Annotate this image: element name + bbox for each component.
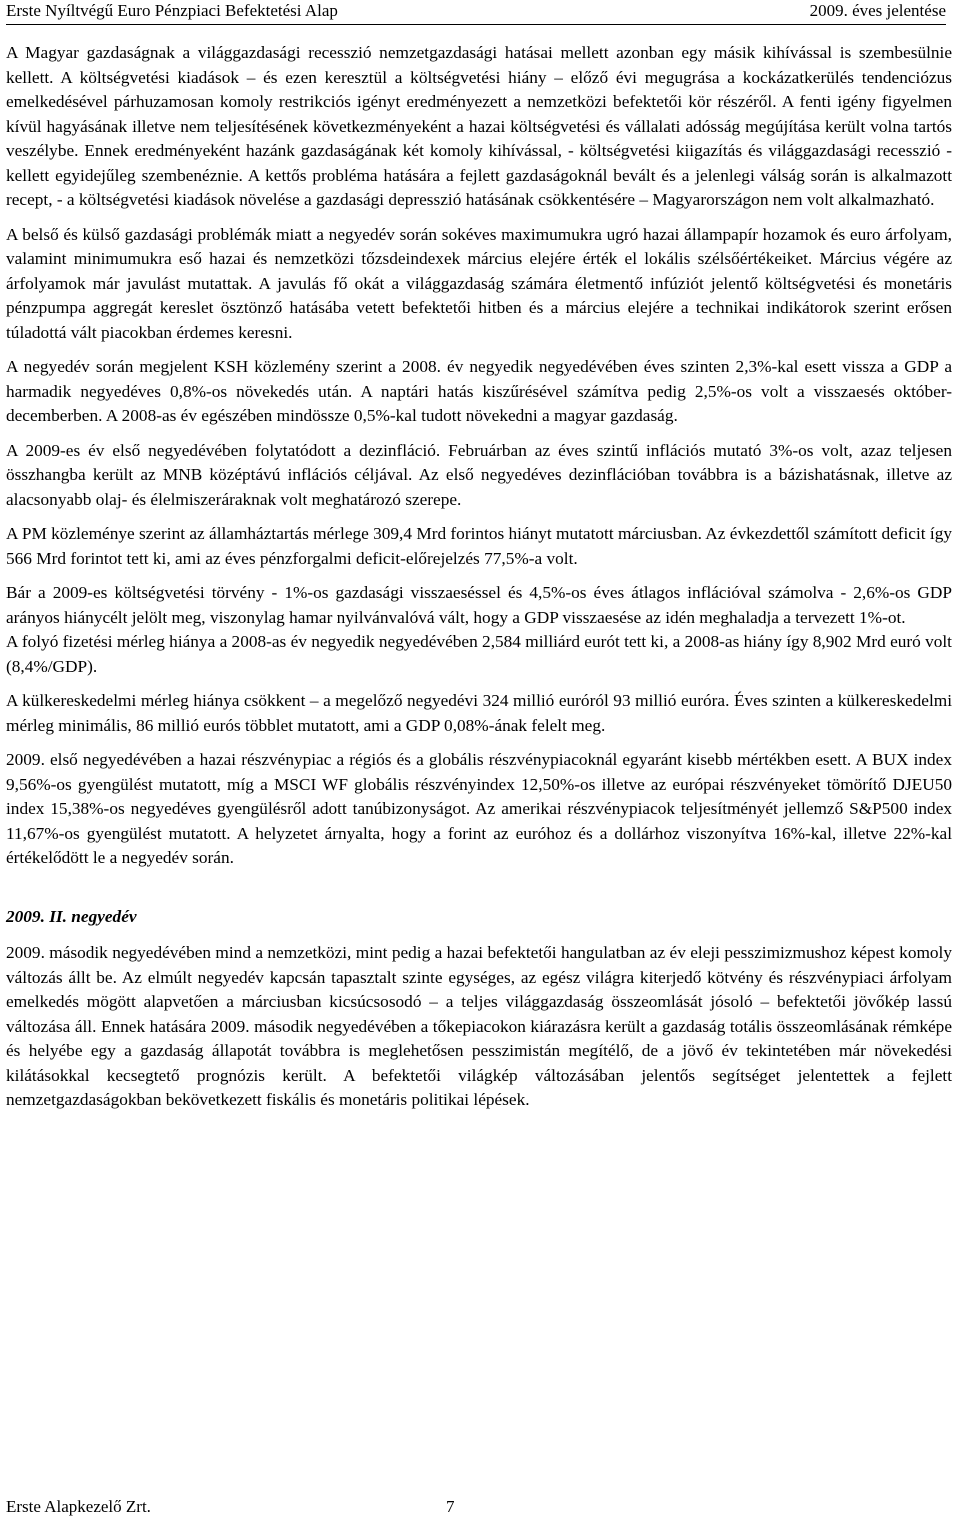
paragraph-q2-sentiment: 2009. második negyedévében mind a nemzetközi, mint pedig a hazai befektetői hangulatban az év eleji pesszimizmushoz képest komoly változás állt be. Az elmúlt negyedév kapcsán tapasztalt szinte egységes, az egész világra kiterjedő kötvény és részvénypiaci árfolyam emelkedés mögött alapvetően a márciusban kicsúcsosodó – a teljes világgazdaság összeomlását jósoló – befektetői jövőkép lassú változása áll. Ennek hatására 2009. második negyedévében a tőkepiacokon kiárazásra került a gazdaság totális összeomlásának rémképe és helyébe egy a gazdaság állapotát továbbra is meglehetősen pesszimistán megítélő, de a jövő év tekintetében már növekedési kilátásokkal kecsegtető prognózis került. A befektetői világkép változásában jelentős segítséget jelentettek a fejlett nemzetgazdaságokban bekövetkezett fiskális és monetáris politikai lépések. [6, 943, 952, 1109]
paragraph-fiscal-challenge: A Magyar gazdaságnak a világgazdasági recesszió nemzetgazdasági hatásai mellett azonban egy másik kihívással is szembesülnie kellett. A költségvetési kiadások – és ezen keresztül a költségvetési hiány – előző évi megugrása a kockázatkerülés tendenciózus emelkedésével párhuzamosan komoly restrikciós igényt eredményezett a nemzetközi befektetői kör részéről. A fenti igény figyelmen kívül hagyásának illetve nem teljesítésének következményeként a hazai költségvetési és vállalati adósság megújítása került volna tartós veszélybe. Ennek eredményeként hazánk gazdaságának két komoly kihívással, - költségvetési kiigazítás és világgazdasági recesszió - kellett egyidejűleg szembenéznie. A kettős probléma hatására a fejlett gazdaságoknál bevált és a jelenlegi válság során is alkalmazott recept, - a költségvetési kiadások növelése a gazdasági depresszió hatásának csökkentésére – Magyarországon nem volt alkalmazható. [6, 43, 952, 209]
page-number: 7 [446, 1497, 455, 1516]
paragraph-equity-markets: 2009. első negyedévében a hazai részvénypiac a régiós és a globális részvénypiacoknál egyaránt kisebb mértékben esett. A BUX index 9,56%-os gyengülést mutatott, míg a MSCI WF globális részvényindex 12,50%-os illetve az európai részvényeket tömörítő DJEU50 index 15,38%-os negyedéves gyengülésről adott tanúbizonyságot. Az amerikai részvénypiacok teljesítményét jellemző S&P500 index 11,67%-os gyengülést mutatott. A helyzetet árnyalta, hogy a forint az euróhoz és a dollárhoz viszonyítva 16%-kal, illetve 22%-kal értékelődött le a negyedév során. [6, 750, 952, 867]
paragraph-budget-law: Bár a 2009-es költségvetési törvény - 1%-os gazdasági visszaeséssel és 4,5%-os éves átlagos inflációval számolva - 2,6%-os GDP arányos hiánycélt jelölt meg, viszonylag hamar nyilvánvalóvá vált, hogy a GDP visszaesése az idén meghaladja a tervezett 1%-ot. [6, 583, 952, 627]
page-footer [6, 1496, 455, 1518]
paragraph-market-extremes: A belső és külső gazdasági problémák miatt a negyedév során sokéves maximumukra ugró hazai állampapír hozamok és euro árfolyam, valamint minimumukra eső hazai és nemzetközi tőzsdeindexek március elejére érték el lokális szélsőértékeiket. Március végére az árfolyamok már javulást mutattak. A javulás fő okát a világgazdaság számára életmentő infúziót jelentő költségvetési és monetáris pénzpumpa aggregát kereslet ösztönző hatásába vetett befektetői hitben és a március elejére a technikai indikátorok szerint erősen túladottá vált piacokban érdemes keresni. [6, 224, 952, 342]
section-heading: 2009. II. negyedév [6, 906, 137, 926]
header-report-title: 2009. éves jelentése [809, 1, 946, 20]
paragraph-budget-balance: A PM közleménye szerint az államháztartás mérlege 309,4 Mrd forintos hiányt mutatott márciusban. Az évkezdettől számított deficit így 566 Mrd forintot tett ki, ami az éves pénzforgalmi deficit-előrejelzés 77,5%-a volt. [6, 524, 952, 568]
page-header [6, 0, 946, 25]
paragraph-inflation: A 2009-es év első negyedévében folytatódott a dezinfláció. Februárban az éves szintű inflációs mutató 3%-os volt, azaz teljesen összhangba került az MNB középtávú inflációs céljával. Az első negyedéves dezinflációban továbbra is a bázishatásnak, illetve az alacsonyabb olaj- és élelmiszeráraknak volt meghatározó szerepe. [6, 440, 952, 509]
footer-company: Erste Alapkezelő Zrt. [6, 1497, 151, 1516]
document-body [6, 41, 952, 1123]
paragraph-trade-balance: A külkereskedelmi mérleg hiánya csökkent – a megelőző negyedévi 324 millió euróról 93 millió euróra. Éves szinten a külkereskedelmi mérleg minimális, 86 millió eurós többlet mutatott, ami a GDP 0,08%-ának felelt meg. [6, 691, 952, 735]
paragraph-current-account: A folyó fizetési mérleg hiánya a 2008-as év negyedik negyedévében 2,584 milliárd eurót tett ki, a 2008-as hiány így 8,902 Mrd euró volt (8,4%/GDP). [6, 632, 952, 676]
paragraph-gdp: A negyedév során megjelent KSH közlemény szerint a 2008. év negyedik negyedévében éves szinten 2,3%-kal esett vissza a GDP a harmadik negyedéves 0,8%-os növekedés után. A naptári hatás kiszűrésével számítva pedig 2,5%-os volt a visszaesés október-decemberben. A 2008-as év egészében mindössze 0,5%-kal tudott növekedni a magyar gazdaság. [6, 357, 952, 425]
header-fund-name: Erste Nyíltvégű Euro Pénzpiaci Befektetési Alap [6, 1, 338, 20]
